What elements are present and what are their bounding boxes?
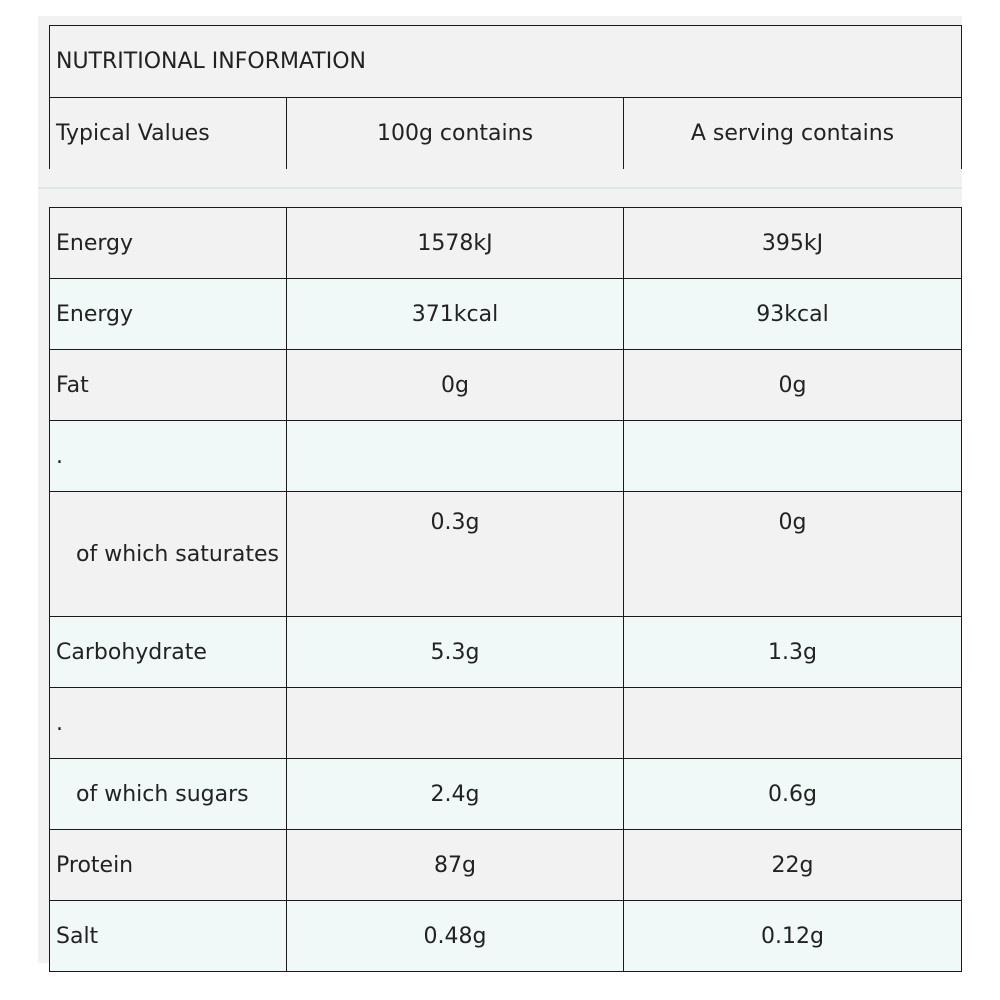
value-100g: 371kcal — [287, 279, 624, 350]
row-label: Energy — [50, 279, 287, 350]
nutrition-header-table — [49, 25, 962, 169]
value-serving: 395kJ — [624, 208, 962, 279]
table-row — [50, 208, 962, 279]
value-serving — [624, 421, 962, 492]
column-header-100g: 100g contains — [287, 98, 624, 170]
value-serving: 93kcal — [624, 279, 962, 350]
table-title: NUTRITIONAL INFORMATION — [50, 26, 962, 98]
column-header-row — [50, 98, 962, 170]
value-serving: 0.6g — [624, 759, 962, 830]
value-serving: 0g — [624, 492, 962, 617]
row-label: Carbohydrate — [50, 617, 287, 688]
value-serving: 0g — [624, 350, 962, 421]
value-100g: 0.48g — [287, 901, 624, 972]
table-row — [50, 830, 962, 901]
row-label: Fat — [50, 350, 287, 421]
value-serving: 22g — [624, 830, 962, 901]
table-row — [50, 421, 962, 492]
row-label: Protein — [50, 830, 287, 901]
value-100g: 87g — [287, 830, 624, 901]
row-label: of which sugars — [50, 759, 287, 830]
row-label: Salt — [50, 901, 287, 972]
table-title-row — [50, 26, 962, 98]
table-row — [50, 901, 962, 972]
value-100g — [287, 421, 624, 492]
value-100g: 5.3g — [287, 617, 624, 688]
column-header-typical-values: Typical Values — [50, 98, 287, 170]
row-label: . — [50, 688, 287, 759]
value-100g: 0g — [287, 350, 624, 421]
column-header-serving: A serving contains — [624, 98, 962, 170]
table-row — [50, 350, 962, 421]
value-100g: 2.4g — [287, 759, 624, 830]
table-row — [50, 759, 962, 830]
table-row — [50, 688, 962, 759]
value-serving: 1.3g — [624, 617, 962, 688]
value-100g: 1578kJ — [287, 208, 624, 279]
nutrition-values-table — [49, 207, 962, 972]
value-serving — [624, 688, 962, 759]
value-serving: 0.12g — [624, 901, 962, 972]
value-100g: 0.3g — [287, 492, 624, 617]
table-row — [50, 492, 962, 617]
table-row — [50, 279, 962, 350]
table-row — [50, 617, 962, 688]
value-100g — [287, 688, 624, 759]
row-label: Energy — [50, 208, 287, 279]
row-label: of which saturates — [50, 492, 287, 617]
row-label: . — [50, 421, 287, 492]
